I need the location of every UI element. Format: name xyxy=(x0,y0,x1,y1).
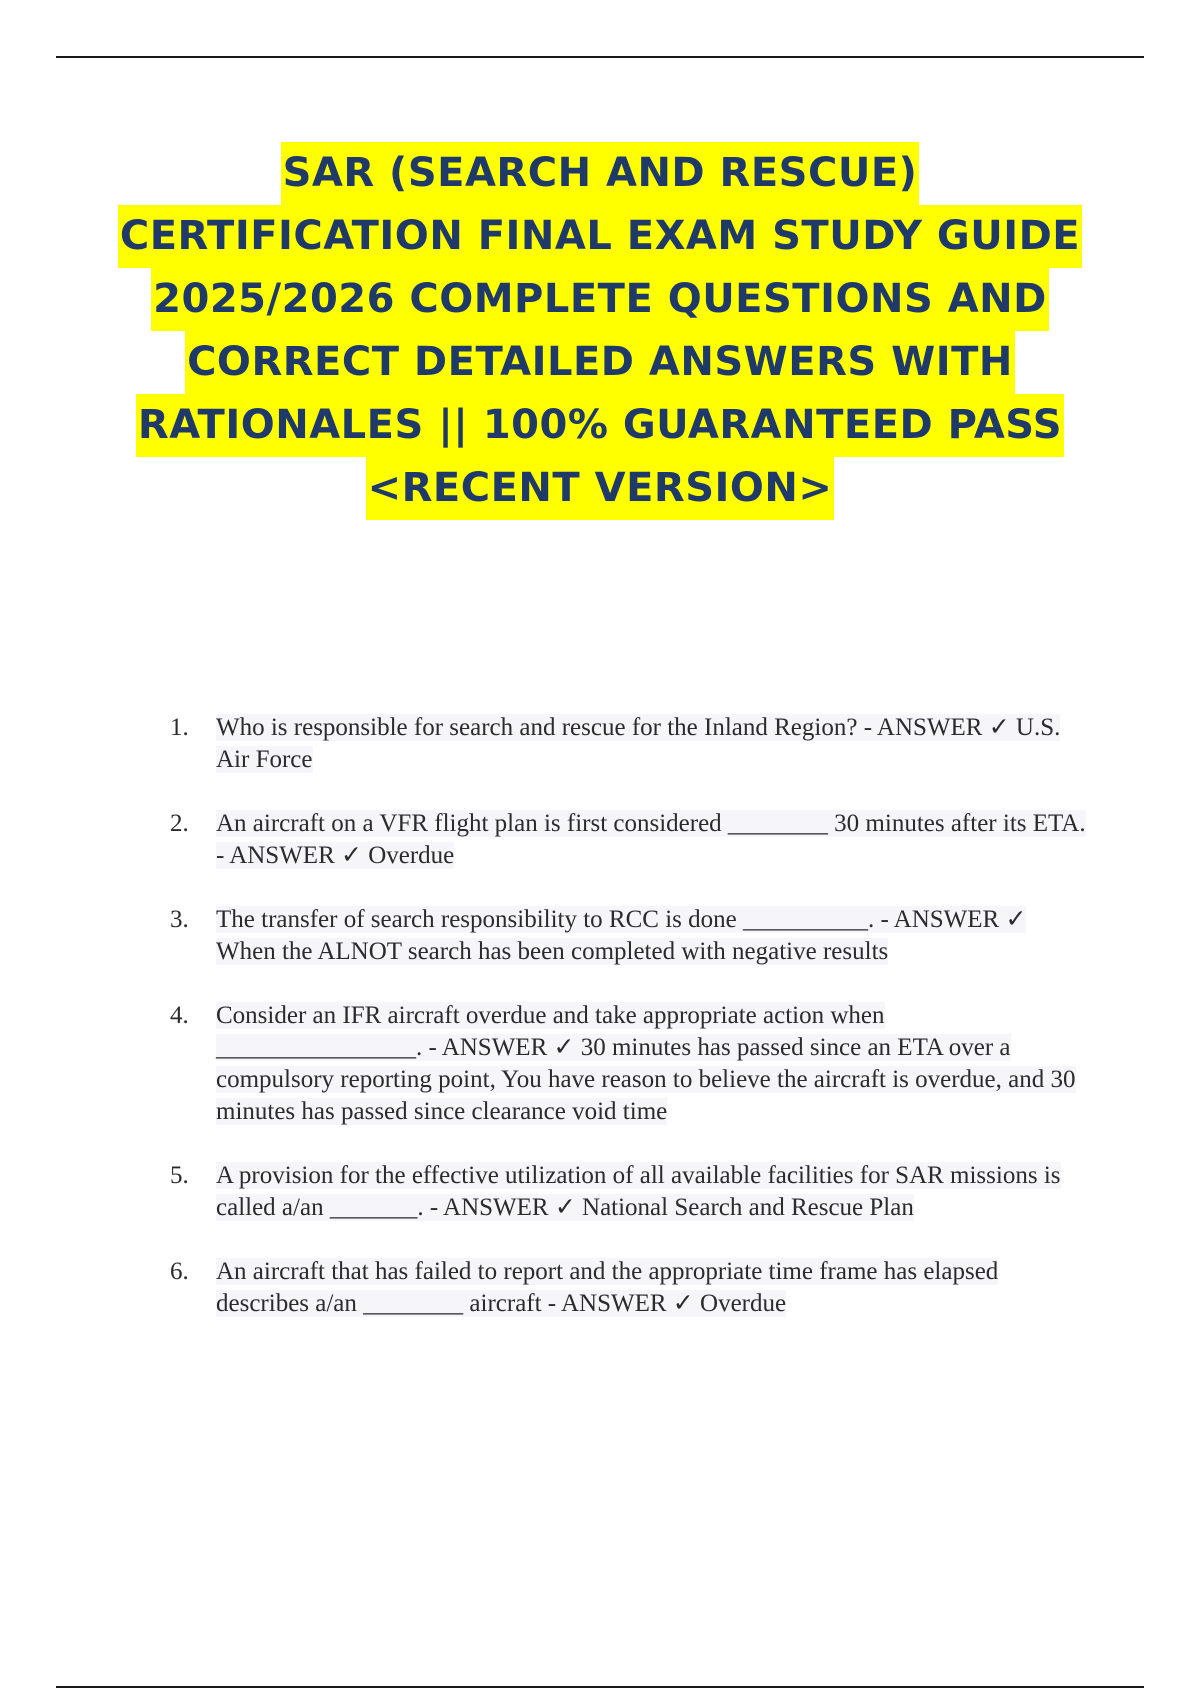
question-text: An aircraft on a VFR flight plan is first considered ________ 30 minutes after its ETA. - ANSWER ✓ Overdue xyxy=(216,810,1086,869)
question-text: An aircraft that has failed to report and the appropriate time frame has elapsed describes a/an ________ aircraft - ANSWER ✓ Overdue xyxy=(216,1258,999,1317)
question-list xyxy=(170,712,1090,1352)
question-number: 4. xyxy=(170,1002,189,1029)
title-line-3: 2025/2026 COMPLETE QUESTIONS AND xyxy=(151,268,1049,331)
question-number: 6. xyxy=(170,1258,189,1285)
question-number: 2. xyxy=(170,810,189,837)
top-rule xyxy=(56,56,1144,58)
question-text: Who is responsible for search and rescue for the Inland Region? - ANSWER ✓ U.S. Air Force xyxy=(216,714,1061,773)
title-line-4: CORRECT DETAILED ANSWERS WITH xyxy=(185,331,1015,394)
question-item xyxy=(170,1256,1090,1320)
title-line-6: <RECENT VERSION> xyxy=(366,457,835,520)
question-item xyxy=(170,712,1090,776)
question-number: 3. xyxy=(170,906,189,933)
question-number: 5. xyxy=(170,1162,189,1189)
question-text: The transfer of search responsibility to RCC is done __________. - ANSWER ✓ When the ALNOT search has been completed with negative results xyxy=(216,906,1027,965)
title-line-2: CERTIFICATION FINAL EXAM STUDY GUIDE xyxy=(118,205,1082,268)
question-text: Consider an IFR aircraft overdue and take appropriate action when ________________. - ANSWER ✓ 30 minutes has passed since an ETA over a compulsory reporting point, You have reason to believe the aircraft is overdue, and 30 minutes has passed since clearance void time xyxy=(216,1002,1076,1125)
question-item xyxy=(170,808,1090,872)
question-number: 1. xyxy=(170,714,189,741)
title-line-5: RATIONALES || 100% GUARANTEED PASS xyxy=(136,394,1064,457)
bottom-rule xyxy=(56,1686,1144,1688)
title-line-1: SAR (SEARCH AND RESCUE) xyxy=(281,142,920,205)
question-item xyxy=(170,1000,1090,1128)
document-title xyxy=(100,142,1100,520)
question-item xyxy=(170,1160,1090,1224)
question-text: A provision for the effective utilization of all available facilities for SAR missions is called a/an _______. - ANSWER ✓ National Search and Rescue Plan xyxy=(216,1162,1061,1221)
question-item xyxy=(170,904,1090,968)
